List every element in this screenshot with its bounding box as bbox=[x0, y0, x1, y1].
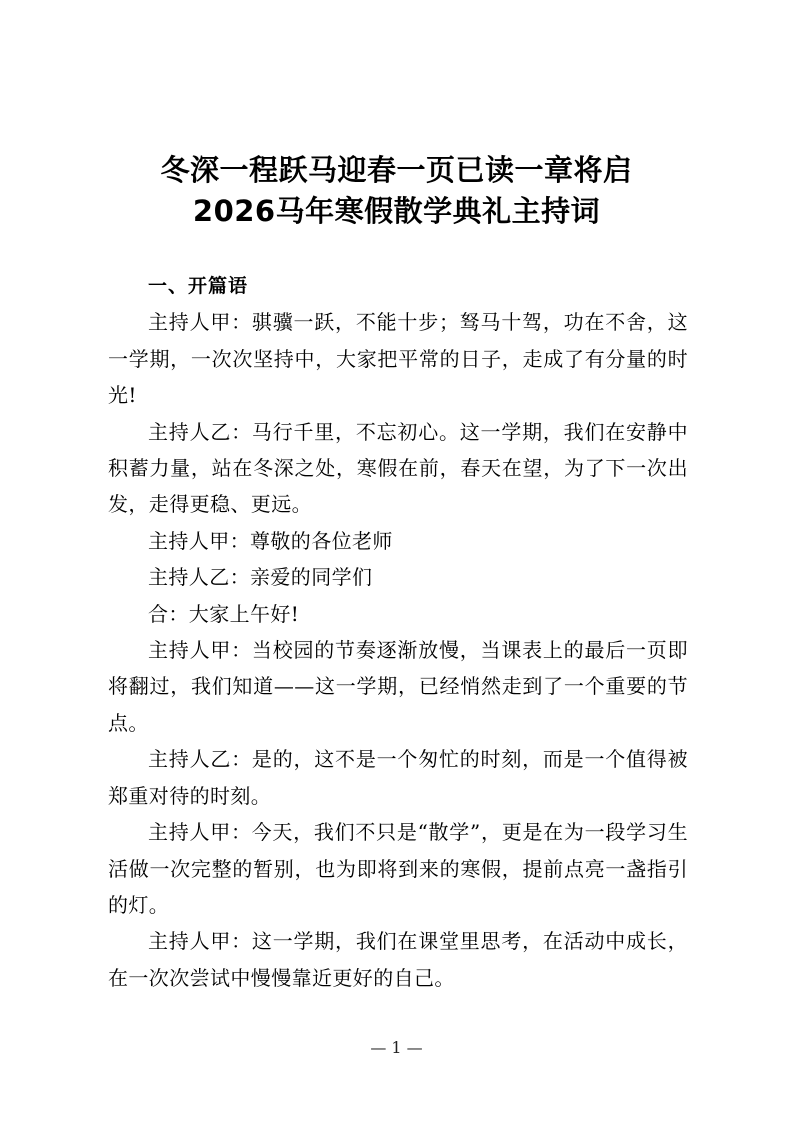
document-title-line-1: 冬深一程跃马迎春一页已读一章将启 bbox=[160, 153, 633, 187]
document-body bbox=[108, 268, 688, 996]
paragraph: 主持人甲：骐骥一跃，不能十步；驽马十驾，功在不舍，这一学期，一次次坚持中，大家把平常的日子，走成了有分量的时光! bbox=[108, 310, 688, 408]
paragraph: 主持人乙：亲爱的同学们 bbox=[148, 565, 373, 590]
section-heading: 一、开篇语 bbox=[148, 275, 249, 297]
paragraph: 主持人甲：当校园的节奏逐渐放慢，当课表上的最后一页即将翻过，我们知道——这一学期，已经悄然走到了一个重要的节点。 bbox=[108, 638, 688, 735]
document-title-line-2: 2026马年寒假散学典礼主持词 bbox=[192, 194, 601, 228]
paragraph: 主持人乙：马行千里，不忘初心。这一学期，我们在安静中积蓄力量，站在冬深之处，寒假在前，春天在望，为了下一次出发，走得更稳、更远。 bbox=[108, 419, 688, 517]
paragraph: 主持人甲：这一学期，我们在课堂里思考，在活动中成长，在一次次尝试中慢慢靠近更好的自己。 bbox=[108, 929, 688, 990]
paragraph: 主持人甲：尊敬的各位老师 bbox=[148, 528, 393, 553]
paragraph: 合：大家上午好! bbox=[148, 601, 300, 626]
paragraph: 主持人甲：今天，我们不只是“散学”，更是在为一段学习生活做一次完整的暂别，也为即将到来的寒假，提前点亮一盏指引的灯。 bbox=[108, 820, 688, 917]
page-number: — 1 — bbox=[370, 1038, 423, 1057]
paragraph: 主持人乙：是的，这不是一个匆忙的时刻，而是一个值得被郑重对待的时刻。 bbox=[108, 747, 688, 808]
